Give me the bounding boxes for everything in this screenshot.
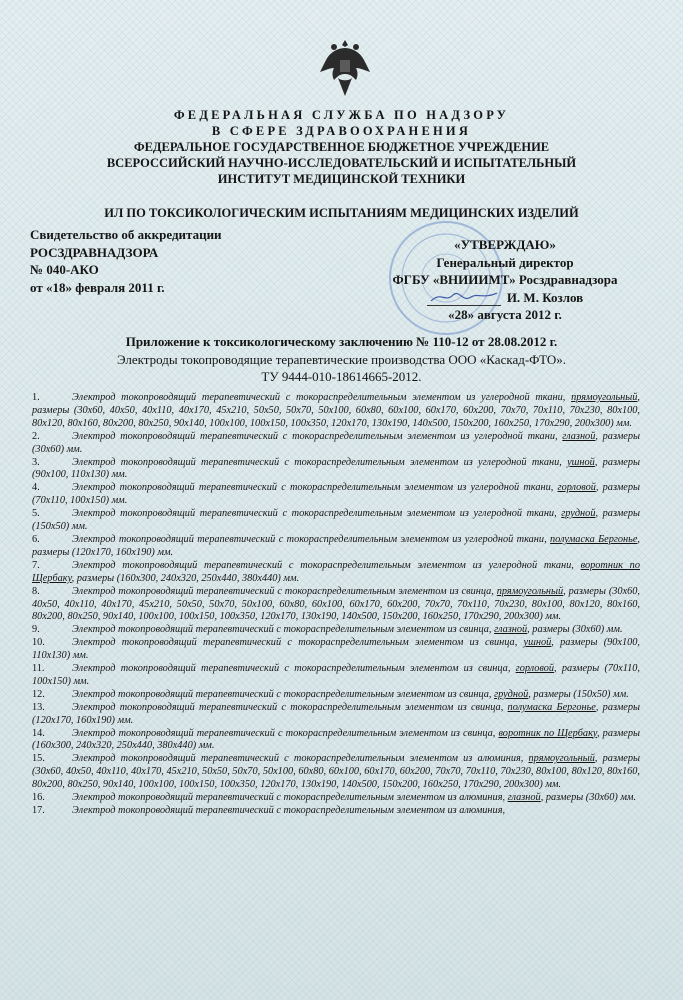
list-item [32,792,640,805]
list-item [32,753,640,792]
item-text-lead: Электрод токопроводящий терапевтический с токораспределительным элементом из углеродной ткани, [72,508,562,520]
electrode-list [32,392,640,818]
item-text [32,753,640,790]
item-text-lead: Электрод токопроводящий терапевтический с токораспределительным элементом из свинца, [72,701,508,713]
item-shape-type: воротник по Щербаку [32,559,640,584]
signature-line [427,289,501,306]
item-sizes: , размеры (70x110, 100x150) мм. [32,663,640,687]
item-text [32,392,640,429]
item-number: 1. [32,392,40,403]
approval-line-1: «УТВЕРЖДАЮ» [454,237,556,252]
item-shape-type: глазной [562,430,596,442]
item-text-lead: Электрод токопроводящий терапевтический с токораспределительным элементом из свинца, [72,663,516,675]
item-text-lead: Электрод токопроводящий терапевтический с токораспределительным элементом из свинца, [72,585,497,597]
item-sizes: , размеры (150x50) мм. [528,688,629,700]
item-sizes: , размеры (30x60, 40x50, 40x110, 40x170, 45x210, 50x50, 50x70, 50x100, 60x80, 60x100, 60x170, 60x200, 70x70, 70x110, 70x230, 80x100, 80x120, 80x160, 80x200, 80x250, 90x140, 100x100, 100x150, 100x350, 120x170, 130x190, 140x500, 150x200, 160x250, 170x290, 200x300) мм. [32,585,641,623]
item-text [72,689,629,700]
item-number: 6. [32,533,40,545]
item-text [72,624,623,635]
agency-line-2: В СФЕРЕ ЗДРАВООХРАНЕНИЯ [211,124,472,138]
item-shape-type: прямоугольный [528,753,595,765]
item-text [32,431,640,455]
list-item [32,728,640,754]
double-headed-eagle-icon [318,38,372,98]
accreditation-certificate [30,226,222,296]
item-number: 15. [32,753,45,765]
item-text-lead: Электрод токопроводящий терапевтический с токораспределительным элементом из свинца, [72,727,499,739]
item-number: 12. [32,688,45,700]
item-sizes: , размеры (70x110, 100x150) мм. [32,482,640,507]
item-text [32,560,640,584]
list-item [32,663,640,689]
approval-line-2: Генеральный директор [436,254,574,270]
item-text-lead: Электрод токопроводящий терапевтический с токораспределительным элементом из свинца, [72,637,524,649]
item-number: 5. [32,508,40,520]
item-shape-type: грудной [561,508,596,520]
lab-name: ИЛ ПО ТОКСИКОЛОГИЧЕСКИМ ИСПЫТАНИЯМ МЕДИЦИНСКИХ ИЗДЕЛИЙ [104,206,579,220]
list-item [32,457,640,483]
cert-line-1: Свидетельство об аккредитации [30,227,222,242]
item-sizes: , размеры (90x100, 110x130) мм. [32,637,641,662]
item-text-lead: Электрод токопроводящий терапевтический с токораспределительным элементом из углеродной ткани, [72,392,572,403]
approval-block [360,236,650,324]
signature-icon [427,289,501,305]
list-item [32,508,640,534]
item-text [32,482,640,506]
item-sizes: , размеры (30x60) мм. [540,792,637,804]
item-shape-type: воротник по Щербаку [498,727,597,739]
item-number: 8. [32,585,40,597]
item-sizes: , размеры (160x300, 240x320, 250x440, 380x440) мм. [32,727,640,752]
item-sizes: , размеры (30x60, 40x50, 40x110, 40x170, 45x210, 50x50, 50x70, 50x100, 60x80, 60x100, 60x170, 60x200, 70x70, 70x110, 70x230, 80x100, 80x120, 80x160, 80x200, 80x250, 90x140, 100x100, 100x150, 100x350, 120x170, 130x190, 140x500, 150x200, 160x250, 170x290, 200x300) мм. [32,753,640,791]
item-shape-type: прямоугольный [496,585,564,597]
item-sizes: , размеры (30x60, 40x50, 40x110, 40x170, 45x210, 50x50, 50x70, 50x100, 60x80, 60x100, 60x170, 60x200, 70x70, 70x110, 70x230, 80x100, 80x120, 80x160, 80x200, 80x250, 90x140, 100x100, 100x150, 100x350, 120x170, 130x190, 140x500, 150x200, 160x250, 170x290, 200x300) мм. [32,392,640,429]
item-shape-type: полумаска Бергонье [507,701,596,713]
item-text-lead: Электрод токопроводящий терапевтический с токораспределительным элементом из углеродной ткани, [72,533,551,545]
item-text [32,508,640,532]
item-number: 13. [32,701,45,713]
item-text-lead: Электрод токопроводящий терапевтический с токораспределительным элементом из углеродной ткани, [72,559,581,571]
item-text-lead: Электрод токопроводящий терапевтический с токораспределительным элементом из алюминия, [72,805,506,816]
list-item [32,805,640,818]
agency-name [0,107,683,139]
approval-date: «28» августа 2012 г. [448,307,562,322]
item-text [32,586,640,623]
cert-line-2: РОСЗДРАВНАДЗОРА [30,244,159,260]
list-item [32,534,640,560]
item-sizes: , размеры (160x300, 240x320, 250x440, 380x440) мм. [71,572,300,584]
annex-title: Приложение к токсикологическому заключению № 110-12 от 28.08.2012 г. [125,334,558,349]
item-shape-type: глазной [507,792,541,804]
list-item [32,689,640,702]
item-text [72,792,636,803]
item-text-lead: Электрод токопроводящий терапевтический с токораспределительным элементом из свинца, [72,624,495,636]
approval-signature-row [360,289,650,307]
item-sizes: , размеры (90x100, 110x130) мм. [32,456,640,481]
item-text [32,457,640,481]
item-sizes: , размеры (120x170, 160x190) мм. [32,701,640,726]
item-text [32,534,640,558]
item-text [32,702,640,726]
item-shape-type: грудной [494,688,529,700]
list-item [32,560,640,586]
list-item [32,586,640,625]
item-sizes: , размеры (30x60) мм. [32,430,640,455]
item-number: 2. [32,430,40,442]
item-shape-type: полумаска Бергонье [550,533,638,545]
list-item [32,637,640,663]
item-text-lead: Электрод токопроводящий терапевтический с токораспределительным элементом из свинца, [72,688,495,700]
list-item [32,702,640,728]
item-shape-type: горловой [515,663,554,675]
institution-line-1: ФЕДЕРАЛЬНОЕ ГОСУДАРСТВЕННОЕ БЮДЖЕТНОЕ УЧРЕЖДЕНИЕ [133,140,550,154]
item-sizes: , размеры (150x50) мм. [32,508,640,533]
item-number: 10. [32,637,45,649]
item-shape-type: ушной [523,637,552,649]
item-text-lead: Электрод токопроводящий терапевтический с токораспределительным элементом из алюминия, [72,753,529,765]
item-number: 17. [32,805,45,816]
item-sizes: , размеры (30x60) мм. [527,624,623,636]
institution-line-3: ИНСТИТУТ МЕДИЦИНСКОЙ ТЕХНИКИ [217,172,466,186]
item-text-lead: Электрод токопроводящий терапевтический с токораспределительным элементом из углеродной ткани, [72,456,568,468]
annex-subtitle-1: Электроды токопроводящие терапевтические производства ООО «Каскад-ФТО». [116,352,567,367]
item-number: 7. [32,559,40,571]
director-name: И. М. Козлов [506,289,584,305]
item-text-lead: Электрод токопроводящий терапевтический с токораспределительным элементом из алюминия, [72,792,508,804]
cert-line-3: № 040-АКО [30,262,99,277]
item-shape-type: прямоугольный [571,392,638,403]
item-text-lead: Электрод токопроводящий терапевтический с токораспределительным элементом из углеродной ткани, [72,430,563,442]
annex-subtitle [0,351,683,385]
item-number: 11. [32,663,45,675]
list-item [32,624,640,637]
item-text [32,728,640,752]
item-number: 16. [32,792,45,804]
item-text [32,663,640,687]
item-number: 14. [32,727,45,739]
list-item [32,482,640,508]
item-number: 4. [32,482,40,494]
item-text-lead: Электрод токопроводящий терапевтический с токораспределительным элементом из углеродной ткани, [72,482,558,494]
cert-line-4: от «18» февраля 2011 г. [30,279,165,295]
item-shape-type: глазной [494,624,528,636]
approval-line-3: ФГБУ «ВНИИИМТ» Росздравнадзора [392,272,618,287]
annex-subtitle-2: ТУ 9444-010-18614665-2012. [261,369,422,384]
list-item [32,431,640,457]
item-shape-type: горловой [557,482,596,494]
item-text [72,805,505,816]
list-item [32,392,640,431]
item-shape-type: ушной [567,456,595,468]
item-number: 3. [32,456,40,468]
institution-name [0,139,683,187]
item-text [32,637,640,661]
item-number: 9. [32,624,40,636]
item-sizes: , размеры (120x170, 160x190) мм. [32,533,640,558]
institution-line-2: ВСЕРОССИЙСКИЙ НАУЧНО-ИССЛЕДОВАТЕЛЬСКИЙ И ИСПЫТАТЕЛЬНЫЙ [106,156,577,170]
agency-line-1: ФЕДЕРАЛЬНАЯ СЛУЖБА ПО НАДЗОРУ [173,108,510,122]
